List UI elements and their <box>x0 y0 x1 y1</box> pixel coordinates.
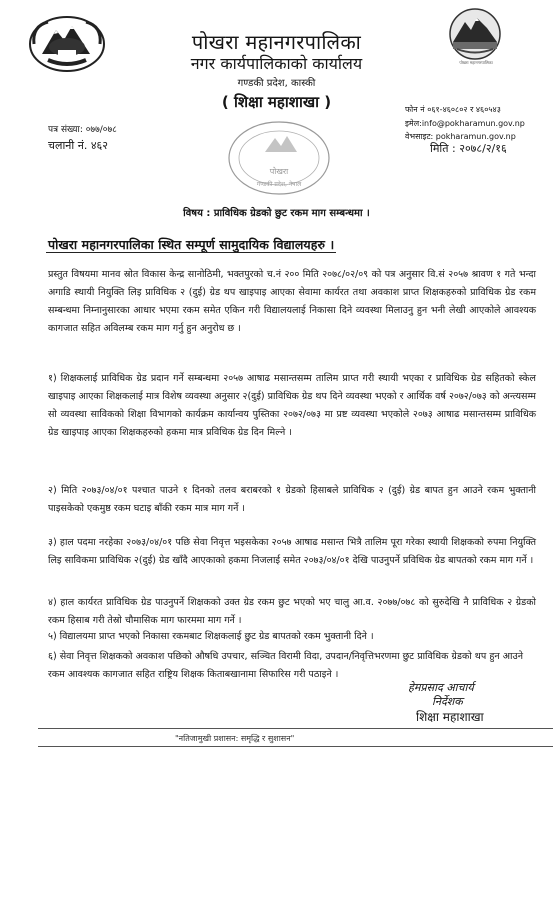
point-5: ५) विद्यालयमा प्राप्त भएको निकासा रकमबाट शिक्षकलाई छुट ग्रेड बापतको रकम भुक्तानी दिने । <box>48 631 374 642</box>
footer-rule-bottom <box>38 746 553 747</box>
email-line: इमेल:info@pokharamun.gov.np <box>405 119 525 128</box>
point-6: ६) सेवा निवृत्त शिक्षकको अवकाश पछिको औषधि उपचार, सञ्चित विरामी विदा, उपदान/निवृत्तिभरणमा छुट प्राविधिक ग्रेडको थप हुन आउने रकम आवश्यक कागजात सहित राष्ट्रिय शिक्षक किताबखानामा सिफारिस गरी पठाइने । <box>48 651 523 680</box>
point-3: ३) हाल पदमा नरहेका २०७३/०४/०१ पछि सेवा निवृत्त भइसकेका २०५७ आषाढ मसान्त भित्रै तालिम पूरा गरेका स्थायी शिक्षकको रुपमा नियुक्ति लिइ साविकमा प्राविधिक २(दुई) ग्रेड खाँदै आएकाको हकमा निजलाई समेत २०७३/०४/०१ देखि पाउनुपर्ने प्रविधिक ग्रेड बापतको रकम माग गर्ने । <box>48 537 536 566</box>
dispatch-number: चलानी नं. ४६२ <box>48 139 109 152</box>
signatory-designation: निर्देशक <box>432 695 463 708</box>
letter-subject: विषय : प्राविधिक ग्रेडको छुट रकम माग सम्बन्धमा । <box>183 208 370 219</box>
point-1: १) शिक्षकलाई प्राविधिक ग्रेड प्रदान गर्ने सम्बन्धमा २०५७ आषाढ मसान्तसम्म तालिम प्राप्त गरी स्थायी भएका र प्राविधिक ग्रेड सहितको स्केल खाइपाइ आएका शिक्षकलाई मात्र विशेष व्यवस्था अनुसार २(दुई) प्राविधिक ग्रेड थप दिने व्यवस्था भएको र आर्थिक वर्ष २०७२/०७३ को अन्त्यसम्म सो व्यवस्था साविकको शिक्षा विभागको कार्यक्रम कार्यान्वय पुस्तिका २०७२/०७३ मा प्रष्ट व्यवस्था भएकोले २०७३ आषाढ मसान्तसम्म प्राविधिक ग्रेड खाइपाइ आएका शिक्षकहरुको हकमा मात्र प्रविधिक ग्रेड दिन मिल्ने । <box>48 373 536 438</box>
addressee-underline <box>46 252 336 253</box>
signatory-name: हेमप्रसाद आचार्य <box>408 681 474 694</box>
intro-paragraph: प्रस्तुत विषयमा मानव स्रोत विकास केन्द्र सानोठिमी, भक्तपुरको च.नं २०० मिति २०७८/०२/०९ को पत्र अनुसार वि.सं २०५७ श्रावण १ गते भन्दा अगाडि स्थायी नियुक्ति लिइ प्राविधिक २ (दुई) ग्रेड थप खाइपाइ आएका सेवामा कार्यरत तथा अवकाश प्राप्त शिक्षकहरुको प्राविधिक ग्रेड रकम सम्बन्धमा निम्नानुसारका आधार भएमा रकम समेत एकिन गरी विद्यालयलाई निकासा दिने व्यवस्था मिलाउनु हुन भनी लेखी आएकोले आवश्यक कागजात सहित अविलम्ब रकम माग गर्नु हुन अनुरोध छ । <box>48 269 536 334</box>
section-name: ( शिक्षा महाशाखा ) <box>221 93 332 111</box>
footer-rule-top <box>38 728 553 729</box>
logo-caption: पोखरा महानगरपालिका <box>459 60 493 65</box>
point-4: ४) हाल कार्यरत प्राविधिक ग्रेड पाउनुपर्ने शिक्षकको उक्त ग्रेड रकम छुट भएको भए चालु आ.व. २०७७/०७८ को सुरुदेखि नै प्राविधिक २ ग्रेडको रकम हिसाब गरी तेस्रो चौमासिक माग फारममा माग गर्ने । <box>48 597 536 626</box>
point-2: २) मिति २०७३/०४/०१ पश्चात पाउने १ दिनको तलव बराबरको १ ग्रेडको हिसाबले प्राविधिक २ (दुई) ग्रेड बापत हुन आउने रकम भुक्तानी पाइसकेको एकमुष्ठ रकम घटाइ बाँकी रकम मात्र माग गर्ने । <box>48 485 536 514</box>
signatory-section: शिक्षा महाशाखा <box>416 710 484 724</box>
reference-number: पत्र संख्या: ०७७/०७८ <box>48 125 117 135</box>
phone-line: फोन नं ०६१-४६०८०२ र ४६०५४३ <box>405 105 501 114</box>
organization-name: पोखरा महानगरपालिका <box>191 30 362 54</box>
office-stamp <box>225 118 333 198</box>
office-name: नगर कार्यपालिकाको कार्यालय <box>190 54 363 73</box>
letter-addressee: पोखरा महानगरपालिका स्थित सम्पूर्ण सामुदायिक विद्यालयहरु । <box>48 237 335 252</box>
footer-motto: "नतिजामुखी प्रशासन: समृद्धि र सुशासन" <box>175 734 295 743</box>
stamp-text-bottom: गण्डकी प्रदेश, नेपाल <box>256 181 302 188</box>
website-line: वेभसाइट: pokharamun.gov.np <box>405 132 516 141</box>
letter-date: मिति : २०७८/२/१६ <box>430 142 507 155</box>
office-address: गण्डकी प्रदेश, कास्की <box>237 78 316 89</box>
stamp-text-top: पोखरा <box>269 167 289 176</box>
